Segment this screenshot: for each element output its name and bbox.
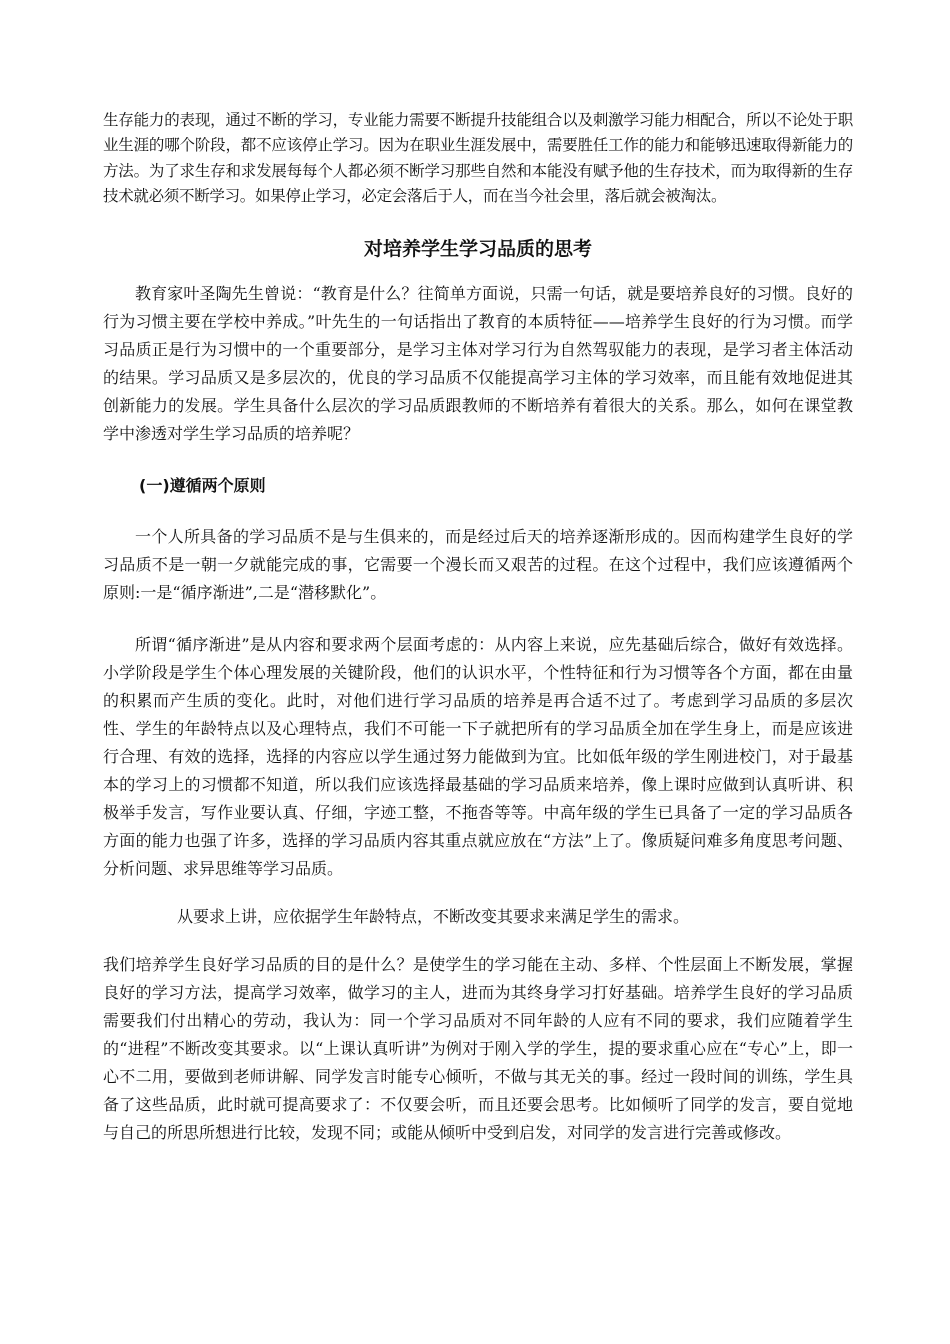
section-heading: (一)遵循两个原则 [139,476,266,496]
paragraph-3: 所谓“循序渐进”是从内容和要求两个层面考虑的：从内容上来说，应先基础后综合，做好有效选择。小学阶段是学生个体心理发展的关键阶段，他们的认识水平，个性特征和行为习惯等各个方面，都在由量的积累而产生质的变化。此时，对他们进行学习品质的培养是再合适不过了。考虑到学习品质的多层次性、学生的年龄特点以及心理特点，我们不可能一下子就把所有的学习品质全加在学生身上，而是应该进行合理、有效的选择，选择的内容应以学生通过努力能做到为宜。比如低年级的学生刚进校门，对于最基本的学习上的习惯都不知道，所以我们应该选择最基础的学习品质来培养，像上课时应做到认真听讲、积极举手发言，写作业要认真、仔细，字迹工整，不拖沓等等。中高年级的学生已具备了一定的学习品质各方面的能力也强了许多，选择的学习品质内容其重点就应放在“方法”上了。像质疑问难多角度思考问题、分析问题、求异思维等学习品质。 [103,635,853,879]
paragraph-5: 我们培养学生良好学习品质的目的是什么？是使学生的学习能在主动、多样、个性层面上不断发展，掌握良好的学习方法，提高学习效率，做学习的主人，进而为其终身学习打好基础。培养学生良好的学习品质需要我们付出精心的劳动，我认为：同一个学习品质对不同年龄的人应有不同的要求，我们应随着学生的“进程”不断改变其要求。以“上课认真听讲”为例对于刚入学的学生，提的要求重心应在“专心”上，即一心不二用，要做到老师讲解、同学发言时能专心倾听，不做与其无关的事。经过一段时间的训练，学生具备了这些品质，此时就可提高要求了：不仅要会听，而且还要会思考。比如倾听了同学的发言，要自觉地与自己的所思所想进行比较，发现不同；或能从倾听中受到启发，对同学的发言进行完善或修改。 [103,955,853,1143]
paragraph-1: 教育家叶圣陶先生曾说：“教育是什么？往简单方面说，只需一句话，就是要培养良好的习惯。良好的行为习惯主要在学校中养成。”叶先生的一句话指出了教育的本质特征——培养学生良好的行为习惯。而学习品质正是行为习惯中的一个重要部分，是学习主体对学习行为自然驾驭能力的表现，是学习者主体活动的结果。学习品质又是多层次的，优良的学习品质不仅能提高学习主体的学习效率，而且能有效地促进其创新能力的发展。学生具备什么层次的学习品质跟教师的不断培养有着很大的关系。那么，如何在课堂教学中渗透对学生学习品质的培养呢？ [103,284,853,444]
paragraph-2: 一个人所具备的学习品质不是与生俱来的，而是经过后天的培养逐渐形成的。因而构建学生良好的学习品质不是一朝一夕就能完成的事，它需要一个漫长而又艰苦的过程。在这个过程中，我们应该遵循两个原则:一是“循序渐进”,二是“潜移默化”。 [103,527,853,603]
article-title: 对培养学生学习品质的思考 [363,238,592,261]
document-page [103,108,853,1147]
paragraph-4: 从要求上讲，应依据学生年龄特点，不断改变其要求来满足学生的需求。 [177,907,690,927]
intro-paragraph: 生存能力的表现，通过不断的学习，专业能力需要不断提升技能组合以及刺激学习能力相配合，所以不论处于职业生涯的哪个阶段，都不应该停止学习。因为在职业生涯发展中，需要胜任工作的能力和能够迅速取得新能力的方法。为了求生存和求发展每每个人都必须不断学习那些自然和本能没有赋予他的生存技术，而为取得新的生存技术就必须不断学习。如果停止学习，必定会落后于人，而在当今社会里，落后就会被淘汰。 [103,111,853,205]
